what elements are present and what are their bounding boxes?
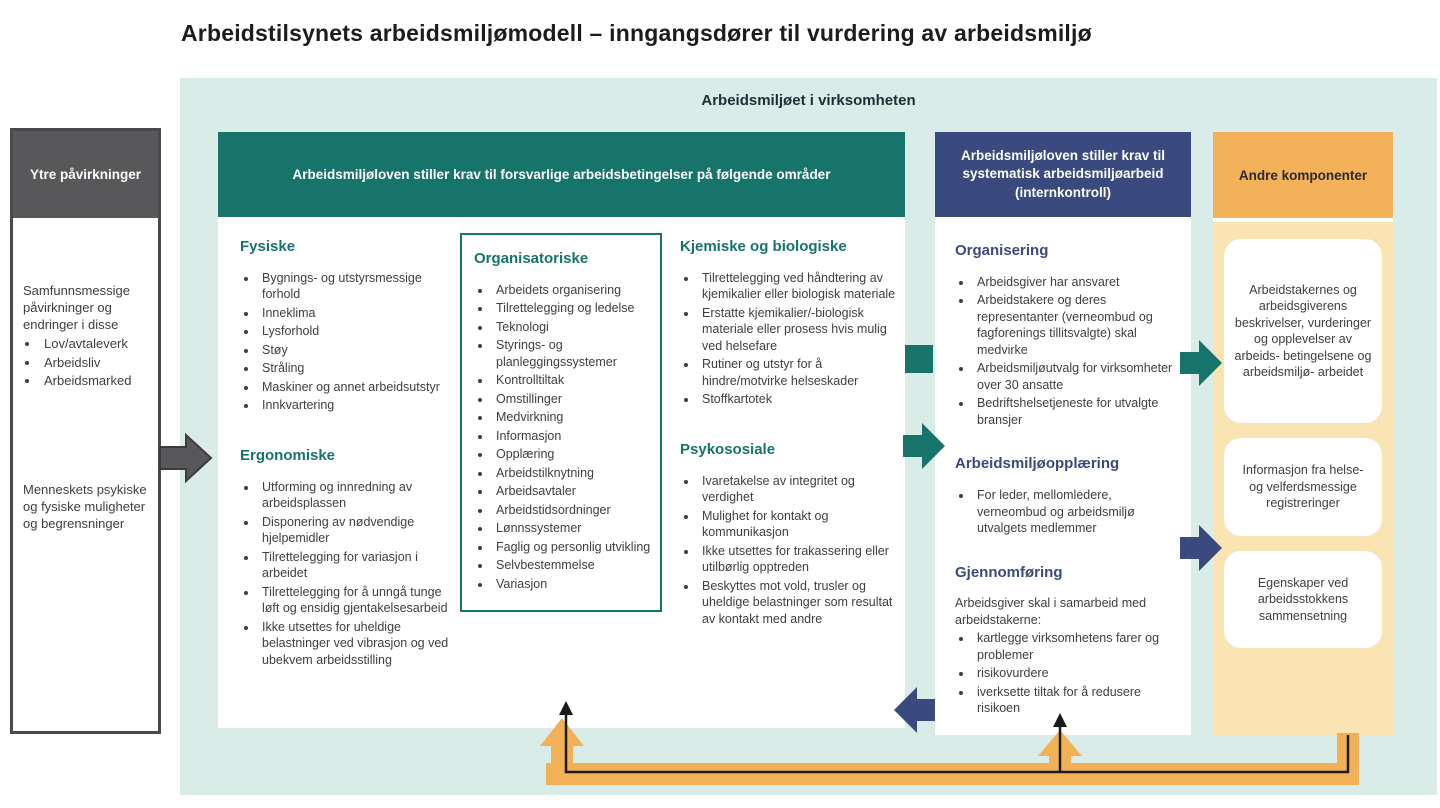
bullet-item: • Styrings- og planleggingssystemer: [492, 337, 652, 370]
bullet-item: • Innkvartering: [258, 397, 454, 414]
bullet-item: • Tilrettelegging for variasjon i arbeidet: [258, 549, 454, 582]
bullet-item: • Støy: [258, 342, 454, 359]
ergonomiske-list: [240, 479, 454, 669]
opplaering-section: [955, 454, 1179, 536]
bullet-item: • Tilrettelegging og ledelse: [492, 300, 652, 317]
internal-control-box: [935, 132, 1191, 735]
external-influences-header: Ytre påvirkninger: [13, 131, 158, 218]
bullet-item: • Inneklima: [258, 305, 454, 322]
other-components-box: [1213, 132, 1393, 735]
other-components-card-1: Arbeidstakernes og arbeidsgiverens beskrivelser, vurderinger og opplevelser av arbeids- betingelsene og arbeidsmiljø- arbeidet: [1224, 239, 1382, 423]
section-heading-organisatoriske: Organisatoriske: [474, 250, 589, 267]
section-heading-ergonomiske: Ergonomiske: [240, 446, 336, 464]
fysiske-list: [240, 270, 454, 414]
bullet-item: • Maskiner og annet arbeidsutstyr: [258, 379, 454, 396]
bullet-item: • Lønnssystemer: [492, 520, 652, 537]
bullet-item: • Stråling: [258, 360, 454, 377]
bullet-item: • Lysforhold: [258, 323, 454, 340]
external-influences-body: [13, 218, 158, 533]
bullet-item: • Disponering av nødvendige hjelpemidler: [258, 514, 454, 547]
section-heading-psykososiale: Psykososiale: [680, 440, 776, 458]
section-heading-fysiske: Fysiske: [240, 238, 296, 255]
section-heading-opplaering: Arbeidsmiljøopplæring: [955, 455, 1120, 473]
bullet-item: • Utforming og innredning av arbeidsplassen: [258, 479, 454, 512]
bullet-item: • iverksette tiltak for å redusere risikoen: [973, 684, 1179, 717]
bullet-item: • For leder, mellomledere, verneombud og arbeidsmiljø utvalgets medlemmer: [973, 487, 1179, 537]
bullet-item: • Arbeidstakere og deres representanter (verneombud og fagforenings tillitsvalgte) skal medvirke: [973, 292, 1179, 358]
bullet-item: • risikovurdere: [973, 665, 1179, 682]
bullet-item: • Omstillinger: [492, 391, 652, 408]
bullet-item: • Arbeidstidsordninger: [492, 502, 652, 519]
internal-control-header: Arbeidsmiljøloven stiller krav til systematisk arbeidsmiljøarbeid (internkontroll): [935, 132, 1191, 217]
bullet-item: • Kontrolltiltak: [492, 372, 652, 389]
bullet-item: • Arbeidets organisering: [492, 282, 652, 299]
bullet-item: • Mulighet for kontakt og kommunikasjon: [698, 508, 896, 541]
column-physical-ergonomic: [240, 237, 454, 670]
kjemiske-list: [680, 270, 896, 408]
bullet-item: • Rutiner og utstyr for å hindre/motvirke helseskader: [698, 356, 896, 389]
other-components-card-2: Informasjon fra helse- og velferdsmessige registreringer: [1224, 438, 1382, 536]
opplaering-list: [955, 487, 1179, 537]
other-components-header: Andre komponenter: [1213, 132, 1393, 218]
section-heading-gjennomforing: Gjennomføring: [955, 563, 1063, 581]
bullet-item: • Ivaretakelse av integritet og verdighet: [698, 473, 896, 506]
organisatoriske-box: [460, 233, 662, 612]
psykososiale-list: [680, 473, 896, 628]
bullet-item: • Variasjon: [492, 576, 652, 593]
bullet-item: • Ikke utsettes for uheldige belastninger ved vibrasjon og ved ubekvem arbeidsstilling: [258, 619, 454, 669]
bullet-item: • Arbeidsavtaler: [492, 483, 652, 500]
bullet-item: • Arbeidsliv: [40, 355, 149, 372]
panel-label: Arbeidsmiljøet i virksomheten: [701, 92, 916, 109]
bullet-item: • Ikke utsettes for trakassering eller utilbørlig opptreden: [698, 543, 896, 576]
bullet-item: • Tilrettelegging ved håndtering av kjemikalier eller biologisk materiale: [698, 270, 896, 303]
other-components-card-3: Egenskaper ved arbeidsstokkens sammensetning: [1224, 551, 1382, 649]
bullet-item: • kartlegge virksomhetens farer og problemer: [973, 630, 1179, 663]
human-capabilities-text: Menneskets psykiske og fysiske muligheter og begrensninger: [23, 482, 147, 532]
external-influences-list: [23, 336, 149, 391]
organisering-section: [955, 241, 1179, 428]
working-conditions-content: [218, 217, 905, 728]
gjennomforing-section: [955, 563, 1179, 717]
bullet-item: • Medvirkning: [492, 409, 652, 426]
bullet-item: • Bedriftshelsetjeneste for utvalgte bransjer: [973, 395, 1179, 428]
column-chemical-psychosocial: [680, 237, 896, 629]
gjennomforing-intro: Arbeidsgiver skal i samarbeid med arbeidstakerne:: [955, 596, 1147, 627]
bullet-item: • Erstatte kjemikalier/-biologisk materiale eller prosess hvis mulig ved helsefare: [698, 305, 896, 355]
internal-control-content: [935, 217, 1191, 717]
bullet-item: • Lov/avtaleverk: [40, 336, 149, 353]
working-conditions-header: Arbeidsmiljøloven stiller krav til forsvarlige arbeidsbetingelser på følgende områder: [218, 132, 905, 217]
organisering-list: [955, 274, 1179, 429]
bullet-item: • Arbeidsgiver har ansvaret: [973, 274, 1179, 291]
bullet-item: • Arbeidsmiljøutvalg for virksomheter over 30 ansatte: [973, 360, 1179, 393]
other-components-body: [1213, 222, 1393, 735]
gjennomforing-list: [955, 630, 1179, 717]
bullet-item: • Bygnings- og utstyrsmessige forhold: [258, 270, 454, 303]
bullet-item: • Arbeidstilknytning: [492, 465, 652, 482]
page-title: Arbeidstilsynets arbeidsmiljømodell – inngangsdører til vurdering av arbeidsmiljø: [181, 20, 1092, 46]
working-conditions-box: [218, 132, 905, 728]
bullet-item: • Stoffkartotek: [698, 391, 896, 408]
bullet-item: • Informasjon: [492, 428, 652, 445]
bullet-item: • Opplæring: [492, 446, 652, 463]
section-heading-organisering: Organisering: [955, 242, 1049, 259]
organisatoriske-list: [474, 282, 652, 593]
external-influences-box: [10, 128, 161, 734]
bullet-item: • Arbeidsmarked: [40, 373, 149, 390]
bullet-item: • Tilrettelegging for å unngå tunge løft og ensidig gjentakelsesarbeid: [258, 584, 454, 617]
bullet-item: • Beskyttes mot vold, trusler og uheldige belastninger som resultat av kontakt med andre: [698, 578, 896, 628]
bullet-item: • Teknologi: [492, 319, 652, 336]
bullet-item: • Faglig og personlig utvikling: [492, 539, 652, 556]
societal-influences-text: Samfunnsmessige påvirkninger og endringer i disse: [23, 283, 130, 332]
section-heading-kjemiske: Kjemiske og biologiske: [680, 238, 847, 255]
bullet-item: • Selvbestemmelse: [492, 557, 652, 574]
